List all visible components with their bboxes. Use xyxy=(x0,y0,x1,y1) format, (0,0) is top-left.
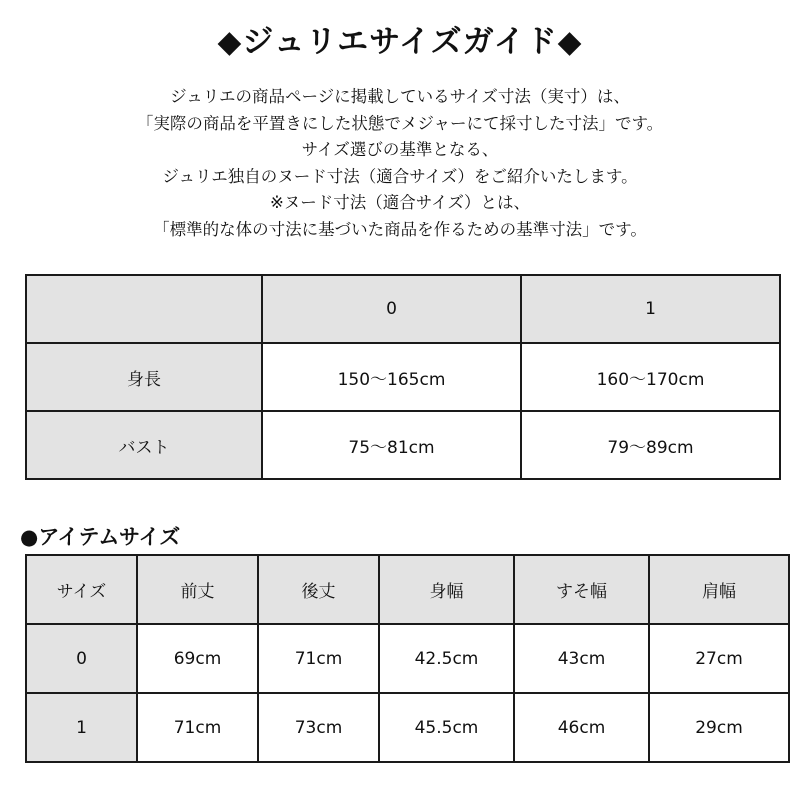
row-label-height: 身長 xyxy=(26,343,262,411)
intro-text xyxy=(0,84,800,243)
table-header-row xyxy=(26,555,789,624)
table-cell: 29cm xyxy=(649,693,789,762)
item-size-heading: ●アイテムサイズ xyxy=(20,525,181,549)
header-cell-size: サイズ xyxy=(26,555,137,624)
row-label-size: 0 xyxy=(26,624,137,693)
intro-line: ジュリエの商品ページに掲載しているサイズ寸法（実寸）は、 xyxy=(170,87,630,106)
table-row xyxy=(26,693,789,762)
header-cell-shoulder-width: 肩幅 xyxy=(649,555,789,624)
intro-line: 「標準的な体の寸法に基づいた商品を作るための基準寸法」です。 xyxy=(153,219,647,239)
table-row xyxy=(26,343,780,411)
table-cell: 73cm xyxy=(258,693,379,762)
item-size-table xyxy=(25,554,790,763)
intro-line: ※ヌード寸法（適合サイズ）とは、 xyxy=(269,193,530,212)
row-label-size: 1 xyxy=(26,693,137,762)
page-title: ◆ジュリエサイズガイド◆ xyxy=(217,24,583,60)
table-row xyxy=(26,411,780,479)
table-cell: 75〜81cm xyxy=(262,411,521,479)
header-cell-size-1: 1 xyxy=(521,275,780,343)
table-cell: 43cm xyxy=(514,624,649,693)
table-cell: 46cm xyxy=(514,693,649,762)
table-cell: 27cm xyxy=(649,624,789,693)
table-cell: 69cm xyxy=(137,624,258,693)
table-cell: 71cm xyxy=(258,624,379,693)
table-cell: 79〜89cm xyxy=(521,411,780,479)
header-cell-body-width: 身幅 xyxy=(379,555,514,624)
table-row xyxy=(26,624,789,693)
header-cell-front-length: 前丈 xyxy=(137,555,258,624)
header-cell-back-length: 後丈 xyxy=(258,555,379,624)
table-cell: 45.5cm xyxy=(379,693,514,762)
intro-line: ジュリエ独自のヌード寸法（適合サイズ）をご紹介いたします。 xyxy=(162,166,638,186)
header-cell-size-0: 0 xyxy=(262,275,521,343)
header-cell-hem-width: すそ幅 xyxy=(514,555,649,624)
row-label-bust: バスト xyxy=(26,411,262,479)
table-header-row xyxy=(26,275,780,343)
intro-line: 「実際の商品を平置きにした状態でメジャーにて採寸した寸法」です。 xyxy=(136,113,664,133)
header-cell-empty xyxy=(26,275,262,343)
table-cell: 71cm xyxy=(137,693,258,762)
intro-line: サイズ選びの基準となる、 xyxy=(301,140,499,159)
table-cell: 150〜165cm xyxy=(262,343,521,411)
size-guide-table xyxy=(25,274,781,480)
table-cell: 42.5cm xyxy=(379,624,514,693)
table-cell: 160〜170cm xyxy=(521,343,780,411)
